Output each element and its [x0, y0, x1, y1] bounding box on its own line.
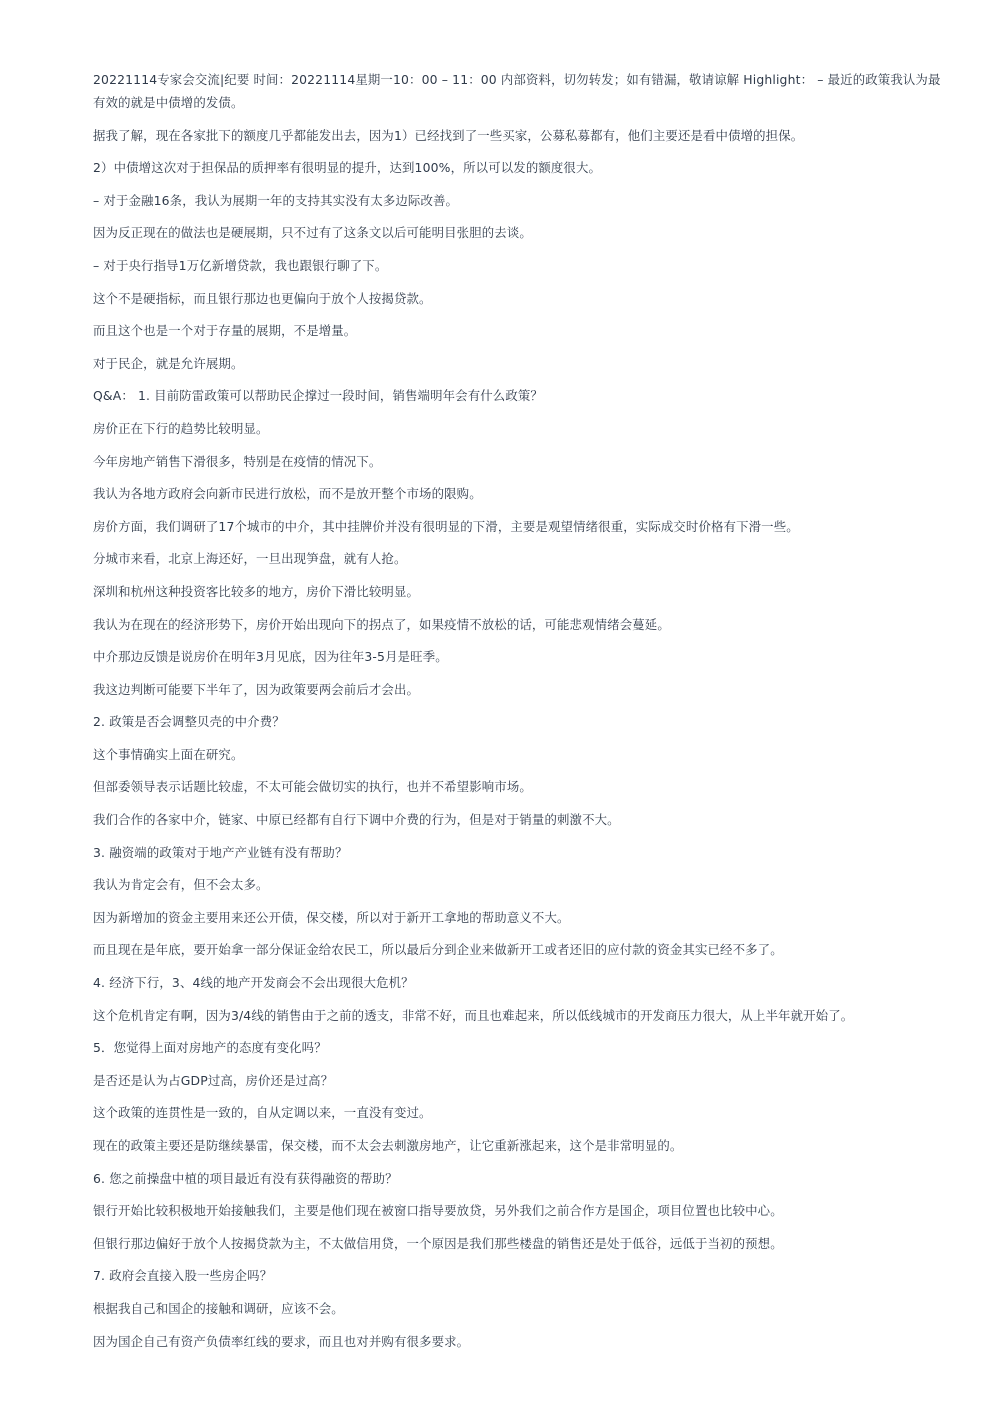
paragraph: 这个不是硬指标，而且银行那边也更偏向于放个人按揭贷款。	[93, 290, 432, 306]
paragraph: 这个危机肯定有啊，因为3/4线的销售由于之前的透支，非常不好，而且也难起来，所以低线城市的开发商压力很大，从上半年就开始了。	[93, 1007, 854, 1023]
question-heading: 5．您觉得上面对房地产的态度有变化吗？	[93, 1040, 327, 1056]
paragraph: 这个政策的连贯性是一致的，自从定调以来，一直没有变过。	[93, 1105, 432, 1121]
paragraph: 但银行那边偏好于放个人按揭贷款为主，不太做信用贷，一个原因是我们那些楼盘的销售还是处于低谷，远低于当初的预想。	[93, 1235, 783, 1251]
question-heading: 2. 政策是否会调整贝壳的中介费？	[93, 714, 285, 730]
paragraph: – 对于央行指导1万亿新增贷款，我也跟银行聊了下。	[93, 257, 388, 273]
paragraph: 房价方面，我们调研了17个城市的中介，其中挂牌价并没有很明显的下滑，主要是观望情绪很重，实际成交时价格有下滑一些。	[93, 518, 799, 534]
paragraph: – 对于金融16条，我认为展期一年的支持其实没有太多边际改善。	[93, 192, 459, 208]
paragraph: 我这边判断可能要下半年了，因为政策要两会前后才会出。	[93, 681, 420, 697]
paragraph: 对于民企，就是允许展期。	[93, 355, 244, 371]
document-page	[93, 68, 943, 1362]
paragraph: 2）中债增这次对于担保品的质押率有很明显的提升，达到100%，所以可以发的额度很大。	[93, 160, 602, 176]
question-heading: Q&A： 1. 目前防雷政策可以帮助民企撑过一段时间，销售端明年会有什么政策？	[93, 388, 543, 404]
paragraph: 房价正在下行的趋势比较明显。	[93, 420, 269, 436]
paragraph: 中介那边反馈是说房价在明年3月见底，因为往年3-5月是旺季。	[93, 649, 448, 665]
paragraph: 而且这个也是一个对于存量的展期，不是增量。	[93, 323, 357, 339]
paragraph: 但部委领导表示话题比较虚，不太可能会做切实的执行，也并不希望影响市场。	[93, 779, 532, 795]
paragraph: 现在的政策主要还是防继续暴雷，保交楼，而不太会去刺激房地产，让它重新涨起来，这个是非常明显的。	[93, 1138, 683, 1153]
question-heading: 4. 经济下行，3、4线的地产开发商会不会出现很大危机？	[93, 975, 414, 991]
paragraph: 分城市来看，北京上海还好，一旦出现笋盘，就有人抢。	[93, 551, 407, 567]
paragraph: 我认为各地方政府会向新市民进行放松，而不是放开整个市场的限购。	[93, 486, 482, 502]
paragraph: 因为反正现在的做法也是硬展期，只不过有了这条文以后可能明目张胆的去谈。	[93, 225, 532, 241]
paragraph: 因为新增加的资金主要用来还公开债，保交楼，所以对于新开工拿地的帮助意义不大。	[93, 909, 570, 925]
question-heading: 3. 融资端的政策对于地产产业链有没有帮助？	[93, 844, 348, 860]
paragraph: 我认为在现在的经济形势下，房价开始出现向下的拐点了，如果疫情不放松的话，可能悲观情绪会蔓延。	[93, 616, 670, 632]
paragraph: 是否还是认为占GDP过高，房价还是过高？	[93, 1072, 334, 1088]
paragraph: 这个事情确实上面在研究。	[93, 746, 244, 762]
paragraph: 据我了解，现在各家批下的额度几乎都能发出去，因为1）已经找到了一些买家，公募私募都有，他们主要还是看中债增的担保。	[93, 127, 804, 143]
paragraph: 银行开始比较积极地开始接触我们，主要是他们现在被窗口指导要放贷，另外我们之前合作方是国企，项目位置也比较中心。	[93, 1203, 783, 1219]
paragraph-header: 20221114专家会交流|纪要 时间：20221114星期一10：00 – 11：00 内部资料，切勿转发；如有错漏，敬请谅解 Highlight： – 最近的政策我认为最有效的就是中债增的发债。	[93, 72, 941, 110]
paragraph: 而且现在是年底，要开始拿一部分保证金给农民工，所以最后分到企业来做新开工或者还旧的应付款的资金其实已经不多了。	[93, 942, 783, 958]
paragraph: 今年房地产销售下滑很多，特别是在疫情的情况下。	[93, 453, 382, 469]
paragraph: 我们合作的各家中介，链家、中原已经都有自行下调中介费的行为，但是对于销量的刺激不大。	[93, 812, 620, 828]
question-heading: 7. 政府会直接入股一些房企吗？	[93, 1268, 273, 1284]
paragraph: 根据我自己和国企的接触和调研，应该不会。	[93, 1300, 344, 1316]
question-heading: 6. 您之前操盘中植的项目最近有没有获得融资的帮助？	[93, 1170, 398, 1186]
paragraph: 因为国企自己有资产负债率红线的要求，而且也对并购有很多要求。	[93, 1333, 470, 1349]
paragraph: 深圳和杭州这种投资客比较多的地方，房价下滑比较明显。	[93, 583, 420, 599]
paragraph: 我认为肯定会有，但不会太多。	[93, 877, 269, 893]
